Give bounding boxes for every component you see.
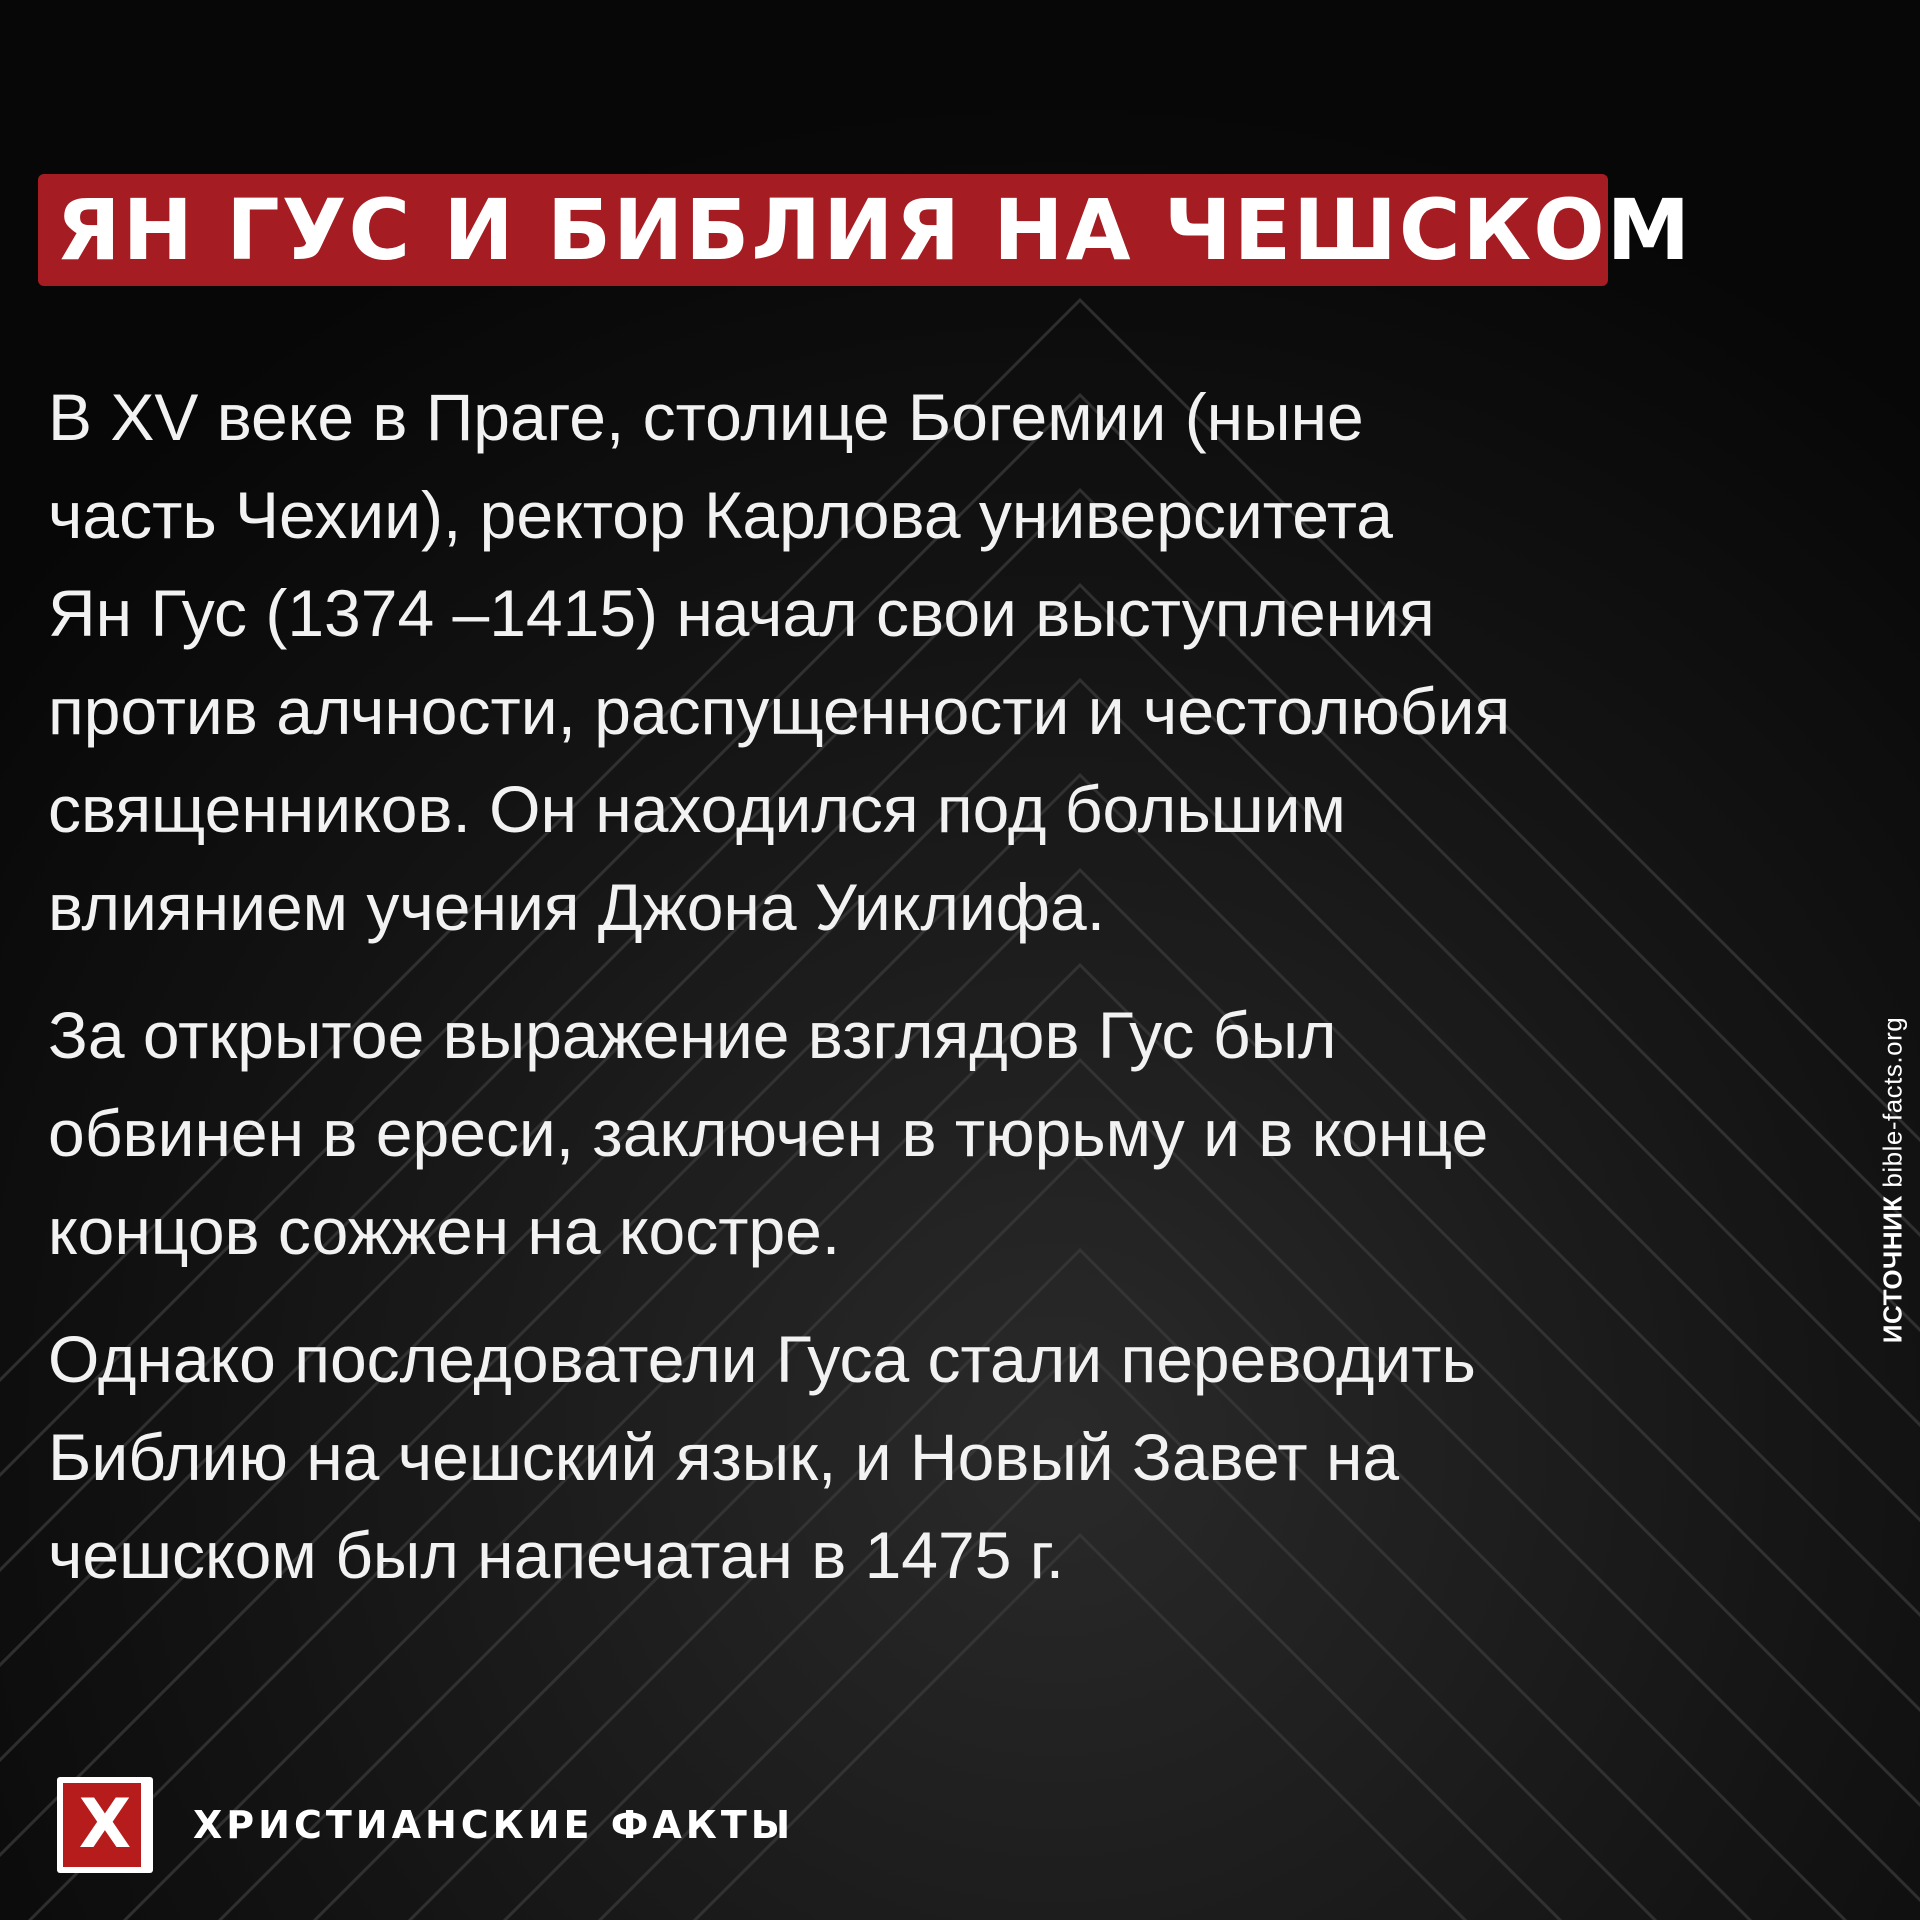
- article-body: [48, 368, 1788, 1634]
- paragraph-1: В XV веке в Праге, столице Богемии (ныне часть Чехии), ректор Карлова университета Ян Гус (1374 –1415) начал свои выступления против алчности, распущенности и честолюбия священников. Он находился под большим влиянием учения Джона Уиклифа.: [48, 380, 1511, 944]
- page-title: ЯН ГУС И БИБЛИЯ НА ЧЕШСКОМ: [56, 181, 1693, 279]
- paragraph-3: Однако последователи Гуса стали переводить Библию на чешский язык, и Новый Завет на чешском был напечатан в 1475 г.: [48, 1322, 1476, 1592]
- logo-x-icon: X: [63, 1783, 147, 1867]
- source-label: ИСТОЧНИК: [1877, 1195, 1908, 1344]
- source-credit: [1878, 1017, 1909, 1343]
- paragraph-2: За открытое выражение взглядов Гус был обвинен в ереси, заключен в тюрьму и в конце концов сожжен на костре.: [48, 998, 1489, 1268]
- source-site: bible-facts.org: [1877, 1016, 1908, 1188]
- title-banner: [38, 174, 1693, 286]
- brand-logo: [57, 1777, 153, 1873]
- logo-stripe: [141, 1783, 147, 1867]
- brand-name: ХРИСТИАНСКИЕ ФАКТЫ: [193, 1803, 795, 1847]
